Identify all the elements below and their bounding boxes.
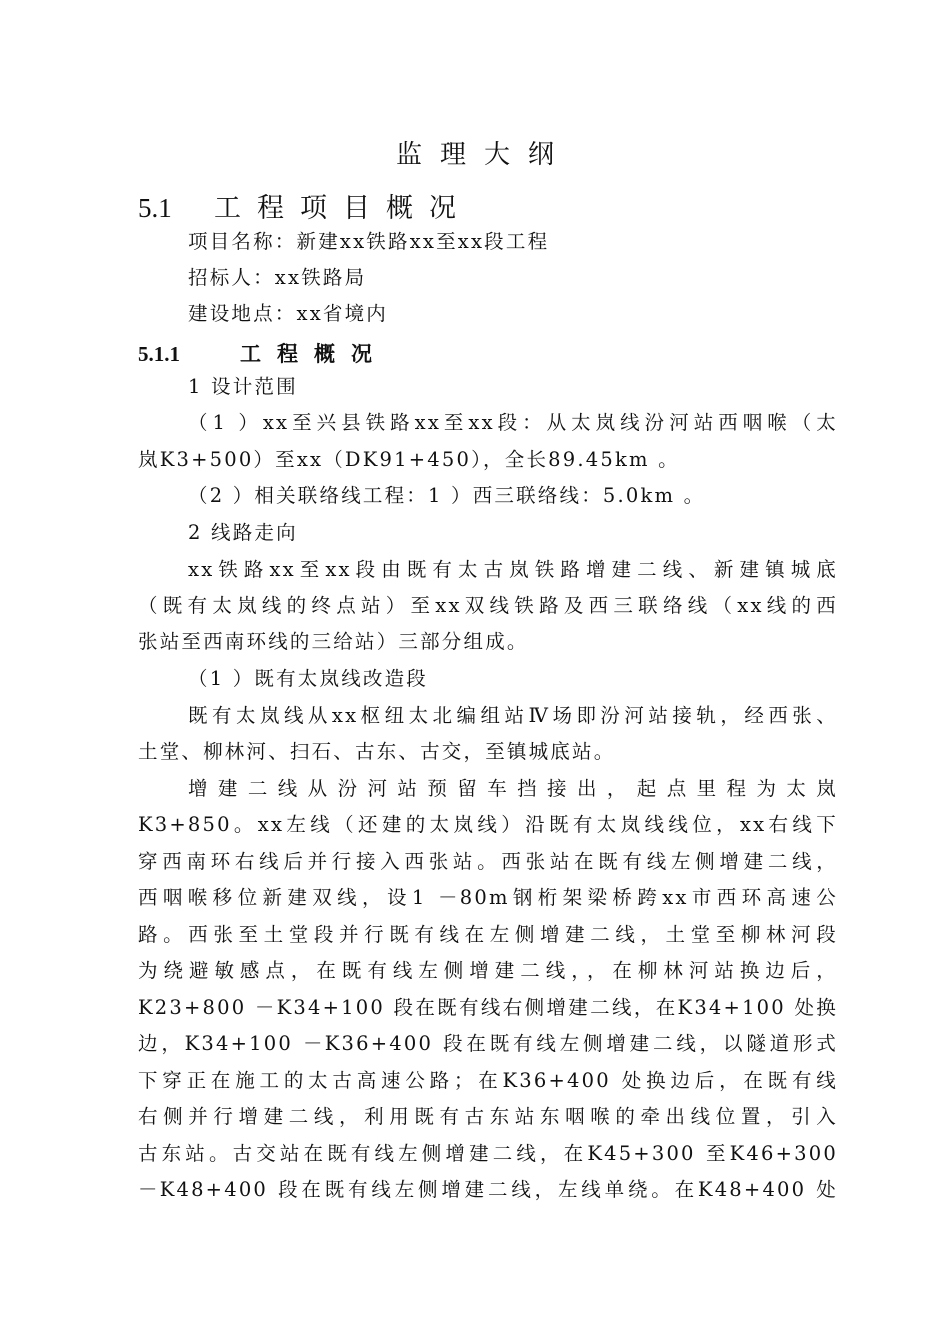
subsection-heading xyxy=(138,337,388,371)
paragraph-line: 下穿正在施工的太古高速公路；在K36+400 处换边后，在既有线 xyxy=(138,1069,838,1092)
paragraph-line: （既有太岚线的终点站）至xx双线铁路及西三联络线（xx线的西 xyxy=(138,594,838,617)
paragraph-line: xx铁路xx至xx段由既有太古岚铁路增建二线、新建镇城底 xyxy=(188,558,838,581)
paragraph-line: 边，K34+100 －K36+400 段在既有线左侧增建二线，以隧道形式 xyxy=(138,1032,838,1055)
paragraph-line: 增建二线从汾河站预留车挡接出，起点里程为太岚 xyxy=(188,777,838,800)
paragraph-line: 右侧并行增建二线，利用既有古东站东咽喉的牵出线位置，引入 xyxy=(138,1105,838,1128)
paragraph-line: （2 ）相关联络线工程：1 ）西三联络线：5.0km 。 xyxy=(188,484,706,507)
document-title: 监理大纲 xyxy=(395,140,572,170)
section-title: 工程项目概况 xyxy=(214,193,472,224)
subsection-number: 5.1.1 xyxy=(138,342,180,366)
section-number: 5.1 xyxy=(138,193,172,223)
paragraph-line: 土堂、柳林河、扫石、古东、古交，至镇城底站。 xyxy=(138,740,616,763)
location: 建设地点：xx省境内 xyxy=(188,302,388,325)
paragraph-line: 西咽喉移位新建双线，设1 －80m钢桁架梁桥跨xx市西环高速公 xyxy=(138,886,838,909)
paragraph-line: 2 线路走向 xyxy=(188,521,298,544)
paragraph-line: 既有太岚线从xx枢纽太北编组站Ⅳ场即汾河站接轨，经西张、 xyxy=(188,704,838,727)
paragraph-line: K23+800 －K34+100 段在既有线右侧增建二线，在K34+100 处换 xyxy=(138,996,838,1019)
paragraph-line: （1 ）xx至兴县铁路xx至xx段：从太岚线汾河站西咽喉（太 xyxy=(188,411,838,434)
paragraph-line: 1 设计范围 xyxy=(188,375,298,398)
project-name: 项目名称：新建xx铁路xx至xx段工程 xyxy=(188,230,550,253)
paragraph-line: －K48+400 段在既有线左侧增建二线，左线单绕。在K48+400 处 xyxy=(138,1178,838,1201)
tenderer: 招标人：xx铁路局 xyxy=(188,266,367,289)
paragraph-line: （1 ）既有太岚线改造段 xyxy=(188,667,429,690)
paragraph-line: 路。西张至土堂段并行既有线在左侧增建二线，土堂至柳林河段 xyxy=(138,923,838,946)
paragraph-line: 古东站。古交站在既有线左侧增建二线，在K45+300 至K46+300 xyxy=(138,1142,838,1165)
subsection-title: 工程概况 xyxy=(240,342,388,366)
paragraph-line: 岚K3+500）至xx（DK91+450），全长89.45km 。 xyxy=(138,448,680,471)
paragraph-line: 为绕避敏感点，在既有线左侧增建二线，，在柳林河站换边后， xyxy=(138,959,838,982)
paragraph-line: 穿西南环右线后并行接入西张站。西张站在既有线左侧增建二线， xyxy=(138,850,838,873)
paragraph-line: 张站至西南环线的三给站）三部分组成。 xyxy=(138,630,529,653)
section-heading xyxy=(138,188,472,228)
paragraph-line: K3+850。xx左线（还建的太岚线）沿既有太岚线线位，xx右线下 xyxy=(138,813,838,836)
